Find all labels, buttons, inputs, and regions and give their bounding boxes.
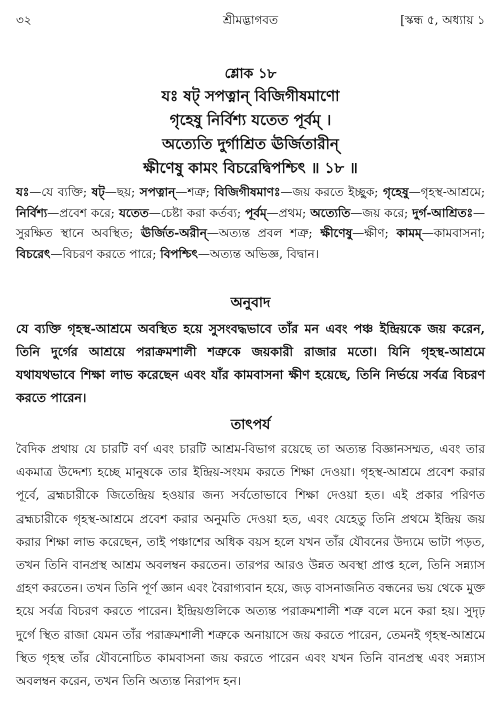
purport-text <box>16 438 485 693</box>
verse-line: ক্ষীণেষু কামং বিচরেদ্বিপশ্চিৎ ॥ ১৮ ॥ <box>143 159 358 177</box>
synonym-meaning: গৃহস্থ-আশ্রমে; <box>420 185 485 199</box>
page-number: ৩২ <box>16 13 32 27</box>
synonym-meaning: প্রবেশ করে; <box>59 205 115 220</box>
synonym-meaning: ক্ষীণ; <box>364 226 389 241</box>
synonym-word: দুর্গ-আশ্রিতঃ <box>412 205 473 220</box>
synonym-word: গৃহেষু <box>382 185 409 199</box>
synonym-meaning: প্রথম; <box>278 205 307 220</box>
synonym-word: বিজিগীষমাণঃ <box>214 185 281 199</box>
sanskrit-verse <box>16 64 485 180</box>
word-for-word-synonyms: যঃ—যে ব্যক্তি; ষট্—ছয়; সপত্নান্—শত্রু; বিজিগীষমাণঃ—জয় করতে ইচ্ছুক; গৃহেষু—গৃহস্থ-আশ্রমে; নির্বিশ্য—প্রবেশ করে; যতেত—চেষ্টা করা কর্তব্য; পূর্বম্—প্রথম; অত্যেতি—জয় করে; দুর্গ-আশ্রিতঃ—সুরক্ষিত স্থানে অবস্থিত; ঊর্জিত-অরীন্—অত্যন্ত প্রবল শত্রু; ক্ষীণেষু—ক্ষীণ; কামম্—কামবাসনা; বিচরেৎ—বিচরণ করতে পারে; বিপশ্চিৎ—অত্যন্ত অভিজ্ঞ, বিদ্বান। <box>16 185 486 261</box>
synonym-word: বিপশ্চিৎ <box>160 246 198 261</box>
page-header <box>16 12 485 32</box>
translation-heading: অনুবাদ <box>230 295 271 311</box>
synonym-word: যঃ <box>16 185 30 199</box>
synonym-word: ক্ষীণেষু <box>320 226 353 241</box>
synonym-word: পূর্বম্ <box>245 205 267 220</box>
verse-line: গৃহেষু নির্বিশ্য যতেত পূর্বম্ । <box>169 111 332 129</box>
verse-line: অত্যেতি দুর্গাশ্রিত ঊর্জিতারীন্ <box>162 135 339 153</box>
synonym-meaning: বিচরণ করতে পারে; <box>62 246 157 261</box>
synonym-word: বিচরেৎ <box>16 246 51 261</box>
synonym-meaning: অত্যন্ত প্রবল শত্রু; <box>218 226 313 241</box>
synonym-word: কামম্ <box>396 226 422 241</box>
synonym-meaning: ছয়; <box>116 185 136 199</box>
synonym-word: নির্বিশ্য <box>16 205 48 220</box>
translation-text: যে ব্যক্তি গৃহস্থ-আশ্রমে অবস্থিত হয়ে সুসংবদ্ধভাবে তাঁর মন এবং পঞ্চ ইন্দ্রিয়কে জয় করেন, তিনি দুর্গের আশ্রয়ে পরাক্রমশালী শত্রুকে জয়কারী রাজার মতো। যিনি গৃহস্থ-আশ্রমে যথাযথভাবে শিক্ষা লাভ করেছেন এবং যাঁর কামবাসনা ক্ষীণ হয়েছে, তিনি নির্ভয়ে সর্বত্র বিচরণ করতে পারেন। <box>16 321 485 405</box>
synonym-meaning: অত্যন্ত অভিজ্ঞ, বিদ্বান। <box>209 246 319 261</box>
synonym-meaning: শত্রু; <box>187 185 210 199</box>
synonym-meaning: জয় করতে ইচ্ছুক; <box>292 185 379 199</box>
synonym-word: যতেত <box>118 205 149 220</box>
synonym-word: ষট্ <box>91 185 105 199</box>
synonym-word: ঊর্জিত-অরীন্ <box>140 226 207 241</box>
purport-paragraph: বৈদিক প্রথায় যে চারটি বর্ণ এবং চারটি আশ্রম-বিভাগ রয়েছে তা অত্যন্ত বিজ্ঞানসম্মত, এবং তার একমাত্র উদ্দেশ্য হচ্ছে মানুষকে তার ইন্দ্রিয়-সংযম করতে শিক্ষা দেওয়া। গৃহস্থ-আশ্রমে প্রবেশ করার পূর্বে, ব্রহ্মচারীকে জিতেন্দ্রিয় হওয়ার জন্য সর্বতোভাবে শিক্ষা দেওয়া হত। এই প্রকার পরিণত ব্রহ্মচারীকে গৃহস্থ-আশ্রমে প্রবেশ করার অনুমতি দেওয়া হত, এবং যেহেতু তিনি প্রথমে ইন্দ্রিয় জয় করার শিক্ষা লাভ করেছেন, তাই পঞ্চাশের অধিক বয়স হলে যখন তাঁর যৌবনের উদ্যমে ভাটা পড়ত, তখন তিনি বানপ্রস্থ আশ্রম অবলম্বন করতেন। তারপর আরও উন্নত অবস্থা প্রাপ্ত হলে, তিনি সন্ন্যাস গ্রহণ করতেন। তখন তিনি পূর্ণ জ্ঞান এবং বৈরাগ্যবান হয়ে, জড় বাসনাজনিত বন্ধনের ভয় থেকে মুক্ত হয়ে সর্বত্র বিচরণ করতে পারেন। ইন্দ্রিয়গুলিকে অত্যন্ত পরাক্রমশালী শত্রু বলে মনে করা হয়। সুদৃঢ় দুর্গে স্থিত রাজা যেমন তাঁর পরাক্রমশালী শত্রুকে অনায়াসে জয় করতে পারেন, তেমনই গৃহস্থ-আশ্রমে স্থিত গৃহস্থ তাঁর যৌবনোচিত কামবাসনা জয় করতে পারেন এবং যখন তিনি বানপ্রস্থ এবং সন্ন্যাস অবলম্বন করেন, তখন তিনি অত্যন্ত নিরাপদ হন। <box>16 442 485 689</box>
synonym-meaning: জয় করে; <box>362 205 409 220</box>
synonym-meaning: কামবাসনা; <box>433 226 486 241</box>
synonym-word: অত্যেতি <box>310 205 351 220</box>
canto-chapter-reference: [স্কন্ধ ৫, অধ্যায় ১ <box>400 13 485 27</box>
purport-heading: তাৎপর্য <box>230 417 271 433</box>
synonym-word: সপত্নান্ <box>139 185 176 199</box>
verse-line: যঃ ষট্ সপত্নান্ বিজিগীষমাণো <box>161 87 340 105</box>
synonym-meaning: সুরক্ষিত স্থানে অবস্থিত; <box>16 226 134 241</box>
synonym-meaning: যে ব্যক্তি; <box>41 185 87 199</box>
synonym-meaning: চেষ্টা করা কর্তব্য; <box>160 205 242 220</box>
book-title: শ্রীমদ্ভাগবত <box>222 13 278 27</box>
verse-number: শ্লোক ১৮ <box>224 66 277 82</box>
